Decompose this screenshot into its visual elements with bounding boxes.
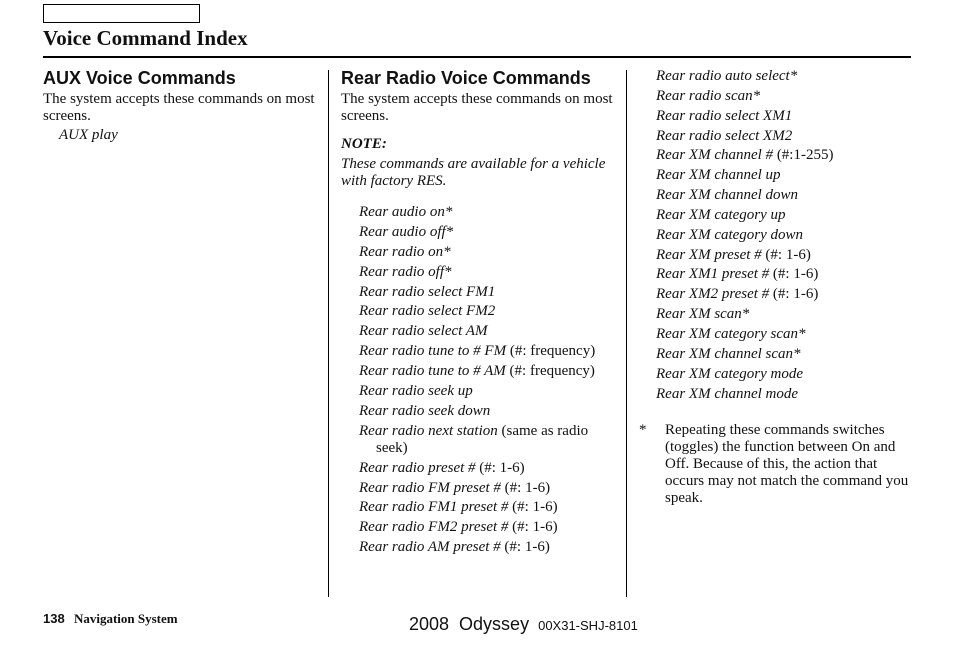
command-phrase: Rear XM category down xyxy=(656,226,804,243)
command-phrase: Rear radio select FM1 xyxy=(359,283,496,300)
command-item xyxy=(341,519,621,536)
command-phrase: Rear XM1 preset # xyxy=(656,266,770,283)
command-phrase: Rear radio next station xyxy=(359,422,498,439)
command-item xyxy=(341,323,621,340)
command-phrase: Rear radio select FM2 xyxy=(359,303,496,320)
rear-radio-section xyxy=(341,68,621,559)
command-phrase: Rear XM channel # xyxy=(656,147,774,164)
page-footer-center xyxy=(409,614,638,635)
command-phrase: Rear radio FM1 preset # xyxy=(359,499,509,516)
command-item xyxy=(341,383,621,400)
command-phrase: Rear audio off* xyxy=(359,223,454,240)
aux-command-list xyxy=(43,127,318,144)
command-parameter: (#:1-255) xyxy=(773,147,834,164)
command-parameter: (#: 1-6) xyxy=(508,519,558,536)
page-footer-left xyxy=(43,611,178,627)
command-item xyxy=(639,128,914,145)
page-title: Voice Command Index xyxy=(43,26,248,50)
command-item xyxy=(639,147,914,164)
command-phrase: Rear XM channel up xyxy=(656,167,781,184)
command-item xyxy=(341,204,621,221)
command-phrase: Rear radio on* xyxy=(359,243,451,260)
command-item xyxy=(341,423,621,457)
command-phrase: Rear radio select XM2 xyxy=(656,127,793,144)
column-divider-2 xyxy=(626,70,627,597)
command-phrase: Rear XM channel down xyxy=(656,187,799,204)
command-phrase: Rear radio select AM xyxy=(359,323,488,340)
command-phrase: Rear radio tune to # AM xyxy=(359,363,506,380)
command-item xyxy=(43,127,318,144)
command-phrase: Rear radio scan* xyxy=(656,87,761,104)
command-item xyxy=(341,224,621,241)
command-item xyxy=(341,363,621,380)
header-tab-box xyxy=(43,4,200,23)
command-phrase: Rear XM category up xyxy=(656,206,786,223)
command-parameter: (#: 1-6) xyxy=(761,246,811,263)
command-phrase: Rear XM preset # xyxy=(656,246,762,263)
column-divider-1 xyxy=(328,70,329,597)
command-item xyxy=(639,68,914,85)
command-phrase: Rear radio auto select* xyxy=(656,68,798,84)
footer-model: 2008 Odyssey xyxy=(409,614,530,634)
command-phrase: Rear radio seek down xyxy=(359,402,491,419)
aux-section xyxy=(43,68,318,147)
command-item xyxy=(341,264,621,281)
rear-radio-intro: The system accepts these commands on most screens. xyxy=(341,91,613,124)
command-item xyxy=(639,227,914,244)
command-phrase: Rear XM scan* xyxy=(656,306,750,323)
command-parameter: (#: frequency) xyxy=(506,343,596,360)
command-phrase: Rear radio FM preset # xyxy=(359,479,501,496)
command-item xyxy=(639,88,914,105)
note-label: NOTE: xyxy=(341,136,387,152)
command-parameter: (same as radio seek) xyxy=(376,422,589,456)
command-item xyxy=(341,244,621,261)
command-item xyxy=(341,343,621,360)
aux-intro: The system accepts these commands on most screens. xyxy=(43,91,315,124)
footer-code: 00X31-SHJ-8101 xyxy=(538,618,638,633)
command-phrase: Rear radio tune to # FM xyxy=(359,343,507,360)
command-parameter: (#: frequency) xyxy=(505,363,595,380)
command-item xyxy=(341,284,621,301)
title-divider xyxy=(43,56,911,58)
command-phrase: Rear XM channel scan* xyxy=(656,345,801,362)
command-parameter: (#: 1-6) xyxy=(769,266,819,283)
command-item xyxy=(341,303,621,320)
command-item xyxy=(639,286,914,303)
command-parameter: (#: 1-6) xyxy=(500,479,551,496)
command-item xyxy=(639,386,914,403)
command-phrase: Rear radio select XM1 xyxy=(656,107,793,124)
command-parameter: (#: 1-6) xyxy=(508,499,558,516)
command-item xyxy=(341,403,621,420)
command-phrase: AUX play xyxy=(59,127,118,143)
command-phrase: Rear XM category scan* xyxy=(656,325,806,342)
command-item xyxy=(639,108,914,125)
command-item xyxy=(639,266,914,283)
command-item xyxy=(639,366,914,383)
command-item xyxy=(341,499,621,516)
command-item xyxy=(639,167,914,184)
command-phrase: Rear radio off* xyxy=(359,263,452,280)
command-parameter: (#: 1-6) xyxy=(769,286,819,303)
command-phrase: Rear radio seek up xyxy=(359,383,473,400)
note-text: These commands are available for a vehicle with factory RES. xyxy=(341,156,606,189)
command-parameter: (#: 1-6) xyxy=(500,539,550,556)
command-item xyxy=(639,326,914,343)
footnote xyxy=(639,422,914,507)
command-phrase: Rear XM category mode xyxy=(656,365,804,382)
command-phrase: Rear audio on* xyxy=(359,204,453,220)
rear-radio-heading: Rear Radio Voice Commands xyxy=(341,68,591,88)
command-item xyxy=(639,207,914,224)
command-item xyxy=(341,539,621,556)
rear-radio-command-list xyxy=(341,204,621,556)
command-item xyxy=(639,306,914,323)
command-phrase: Rear radio preset # xyxy=(359,459,476,476)
footnote-text: Repeating these commands switches (toggles) the function between On and Off. Because of this, the action that occurs may not match the command you speak. xyxy=(665,421,909,506)
footer-section-name: Navigation System xyxy=(73,611,178,626)
rear-radio-continued-section xyxy=(639,68,914,507)
command-phrase: Rear XM2 preset # xyxy=(656,286,770,303)
command-phrase: Rear XM channel mode xyxy=(656,385,799,402)
footnote-marker: * xyxy=(639,421,647,438)
command-item xyxy=(341,480,621,497)
command-phrase: Rear radio FM2 preset # xyxy=(359,519,509,536)
command-parameter: (#: 1-6) xyxy=(475,459,525,476)
command-phrase: Rear radio AM preset # xyxy=(359,539,501,556)
command-item xyxy=(341,460,621,477)
command-item xyxy=(639,247,914,264)
rear-xm-command-list xyxy=(639,68,914,403)
page-number: 138 xyxy=(43,611,65,626)
command-item xyxy=(639,187,914,204)
aux-heading: AUX Voice Commands xyxy=(43,68,236,88)
command-item xyxy=(639,346,914,363)
